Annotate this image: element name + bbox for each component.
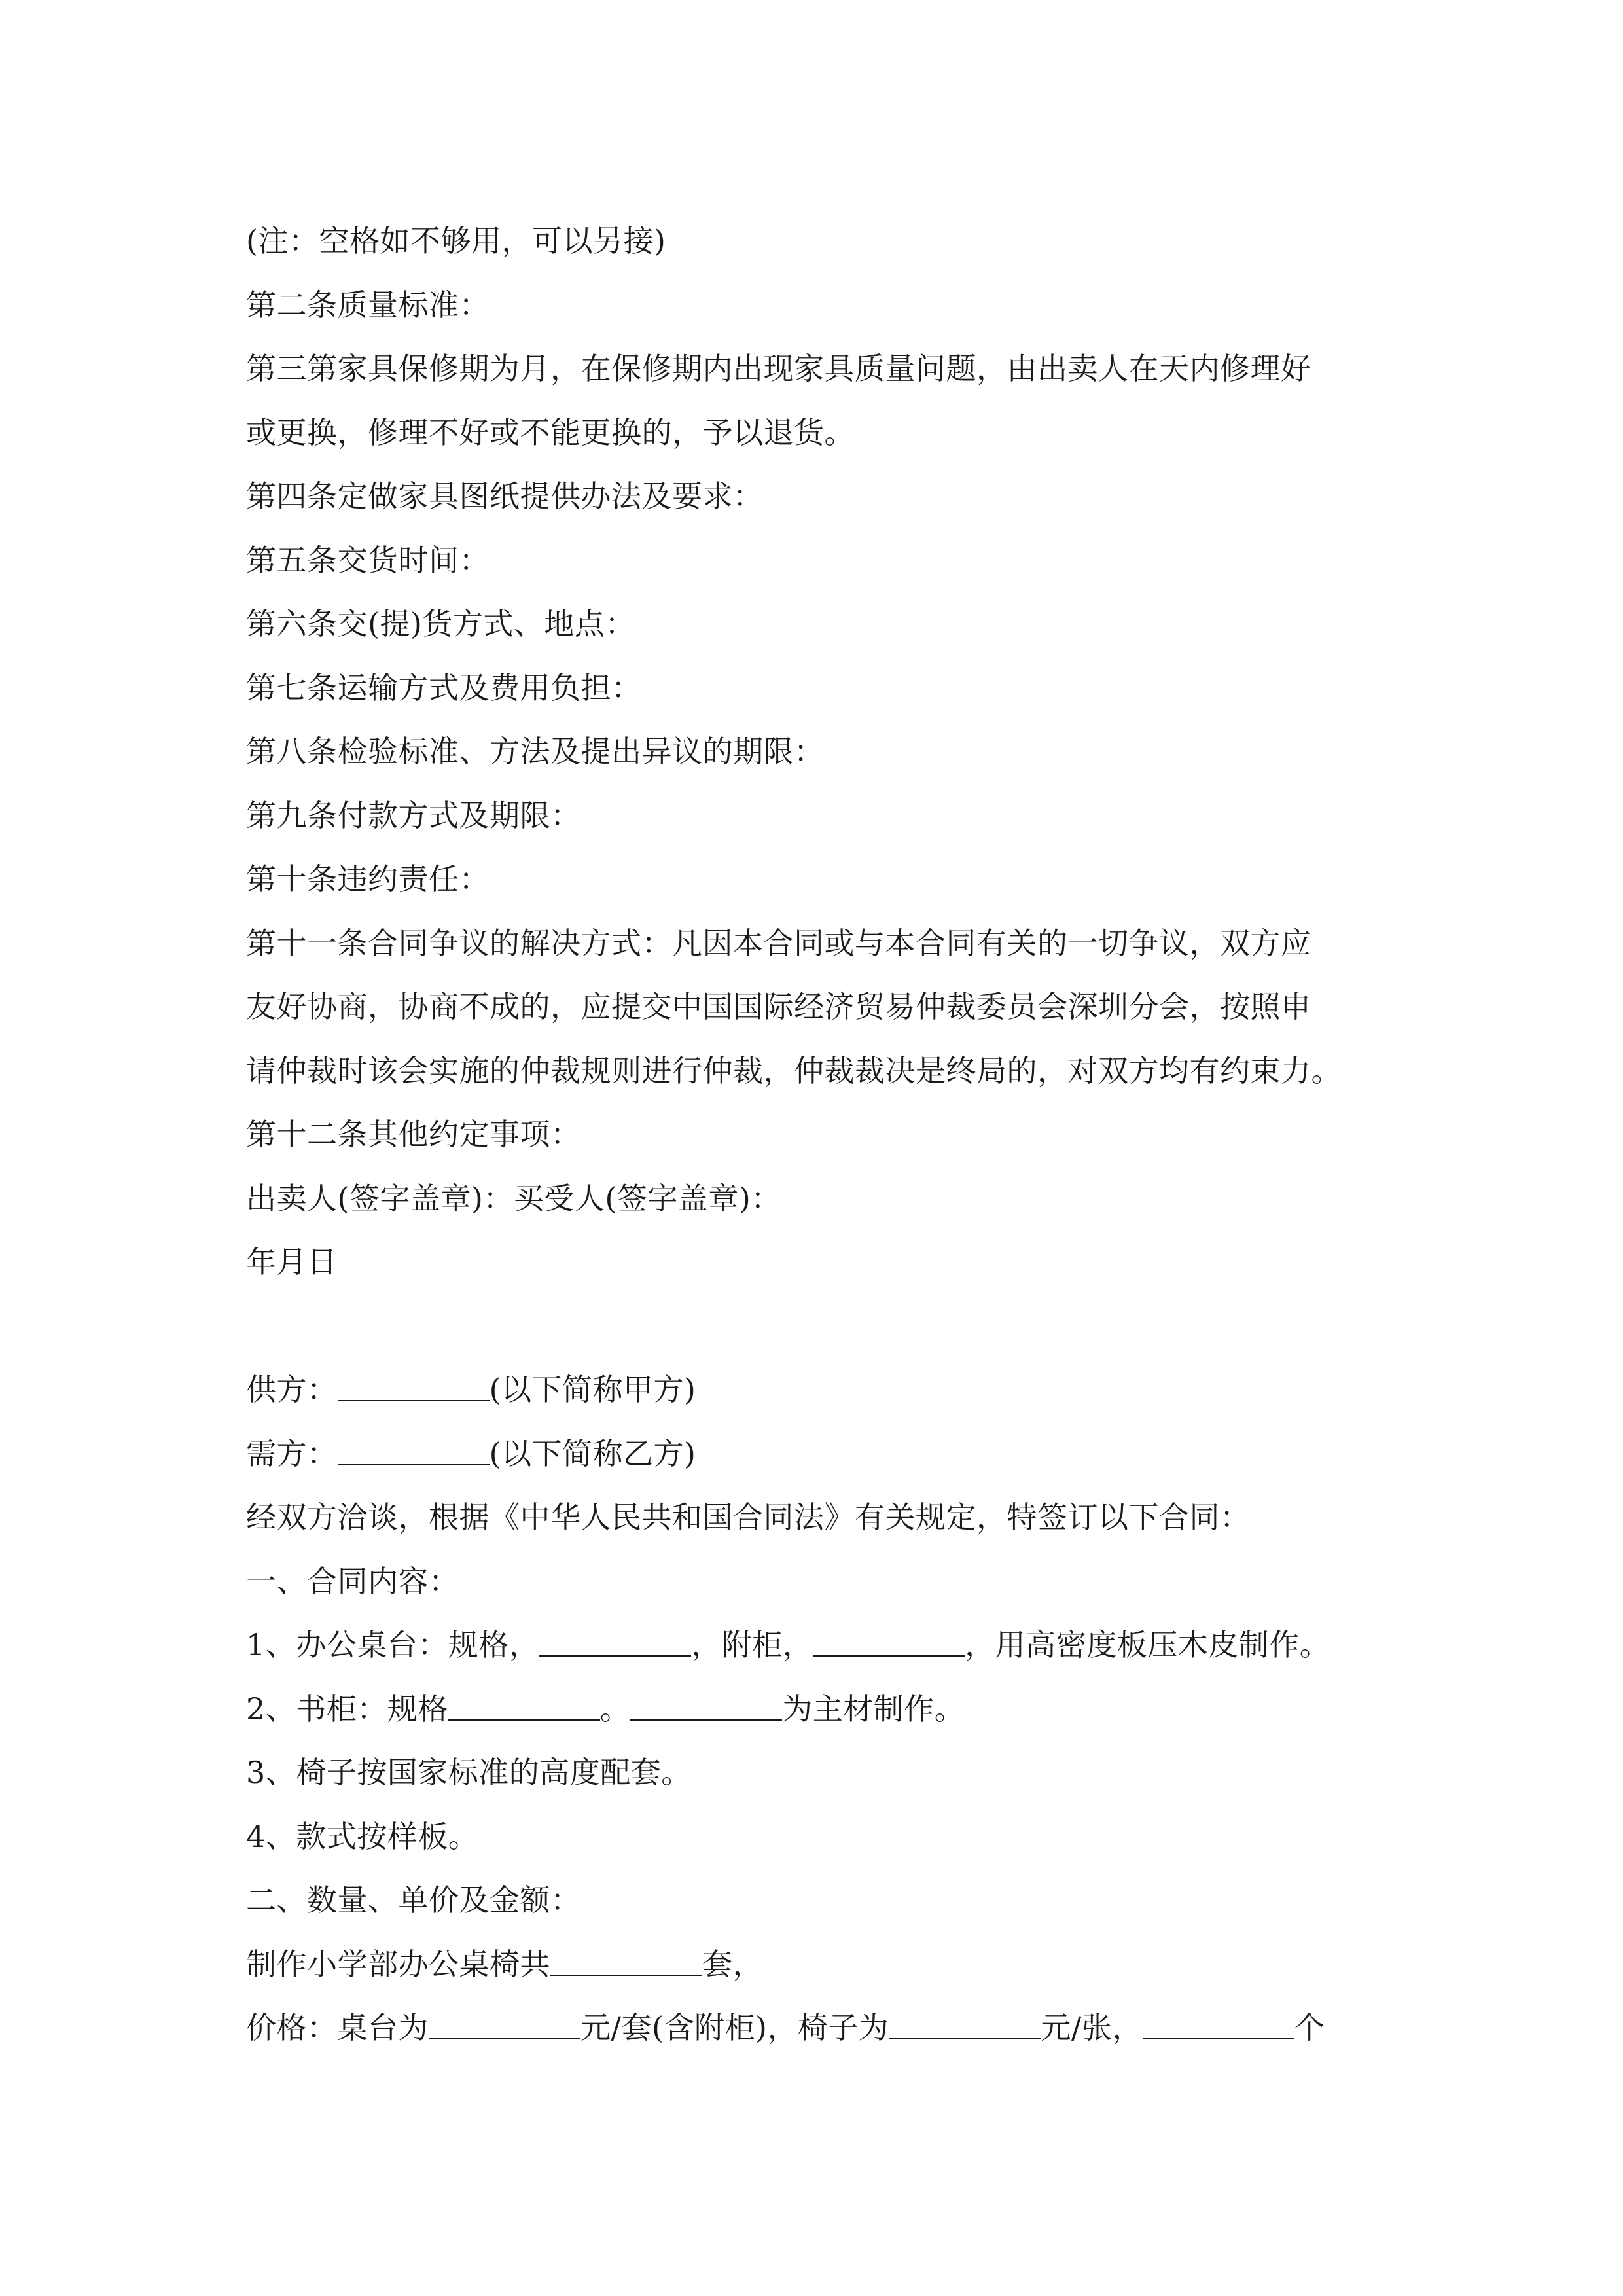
item-2-blank-spec [448, 1688, 600, 1721]
article-2: 第二条质量标准： [246, 287, 490, 323]
contract-text [246, 209, 1398, 2060]
price-blank-desk [429, 2007, 580, 2039]
item-1-part-c: ，用高密度板压木皮制作。 [965, 1627, 1330, 1662]
supplier-blank [338, 1369, 490, 1401]
item-1-part-a: 1、办公桌台：规格， [246, 1627, 540, 1662]
date-line: 年月日 [246, 1244, 338, 1280]
article-3-line-2: 或更换，修理不好或不能更换的，予以退货。 [246, 414, 855, 450]
section-2-title: 二、数量、单价及金额： [246, 1882, 581, 1918]
article-8: 第八条检验标准、方法及提出异议的期限： [246, 734, 825, 769]
item-2-part-c: 为主材制作。 [782, 1691, 965, 1727]
price-part-a: 价格：桌台为 [246, 2010, 429, 2045]
quantity-part-b: 套， [702, 1946, 763, 1982]
quantity-blank [550, 1943, 702, 1976]
price-line [246, 1996, 1398, 2060]
item-1-blank-cabinet [813, 1624, 965, 1657]
quantity-part-a: 制作小学部办公桌椅共 [246, 1946, 550, 1982]
article-9: 第九条付款方式及期限： [246, 797, 581, 833]
item-2 [246, 1677, 1398, 1742]
supplier-label: 供方： [246, 1372, 338, 1407]
article-6: 第六条交(提)货方式、地点： [246, 606, 635, 641]
price-part-c: 元/张， [1041, 2010, 1143, 2045]
article-3-line-1: 第三第家具保修期为月，在保修期内出现家具质量问题，由出卖人在天内修理好 [246, 351, 1311, 386]
item-2-part-b: 。 [599, 1691, 631, 1727]
intro-line: 经双方洽谈，根据《中华人民共和国合同法》有关规定，特签订以下合同： [246, 1499, 1251, 1535]
supplier-line [246, 1358, 1398, 1422]
article-7: 第七条运输方式及费用负担： [246, 670, 642, 706]
item-2-blank-material [630, 1688, 782, 1721]
price-part-d: 个 [1294, 2010, 1325, 2045]
item-1 [246, 1613, 1398, 1677]
article-11-line-3: 请仲裁时该会实施的仲裁规则进行仲裁，仲裁裁决是终局的，对双方均有约束力。 [246, 1052, 1342, 1088]
signature-line: 出卖人(签字盖章)：买受人(签字盖章)： [246, 1180, 781, 1216]
buyer-line [246, 1422, 1398, 1486]
item-4: 4、款式按样板。 [246, 1818, 479, 1854]
item-2-part-a: 2、书柜：规格 [246, 1691, 448, 1727]
item-1-part-b: ，附柜， [691, 1627, 813, 1662]
note-line: (注：空格如不够用，可以另接) [246, 223, 666, 259]
buyer-suffix: (以下简称乙方) [489, 1435, 696, 1471]
article-10: 第十条违约责任： [246, 861, 490, 897]
article-4: 第四条定做家具图纸提供办法及要求： [246, 478, 764, 514]
item-1-blank-spec [539, 1624, 691, 1657]
price-part-b: 元/套(含附柜)，椅子为 [580, 2010, 889, 2045]
article-5: 第五条交货时间： [246, 542, 490, 578]
item-3: 3、椅子按国家标准的高度配套。 [246, 1755, 692, 1790]
buyer-label: 需方： [246, 1435, 338, 1471]
article-12: 第十二条其他约定事项： [246, 1117, 581, 1152]
price-blank-chair [889, 2007, 1041, 2039]
supplier-suffix: (以下简称甲方) [489, 1372, 696, 1407]
buyer-blank [338, 1433, 490, 1465]
quantity-line [246, 1933, 1398, 1997]
article-11-line-1: 第十一条合同争议的解决方式：凡因本合同或与本合同有关的一切争议，双方应 [246, 925, 1311, 961]
section-gap [246, 1295, 1398, 1359]
section-1-title: 一、合同内容： [246, 1563, 459, 1599]
price-blank-count [1143, 2007, 1294, 2039]
article-11-line-2: 友好协商，协商不成的，应提交中国国际经济贸易仲裁委员会深圳分会，按照申 [246, 989, 1311, 1024]
